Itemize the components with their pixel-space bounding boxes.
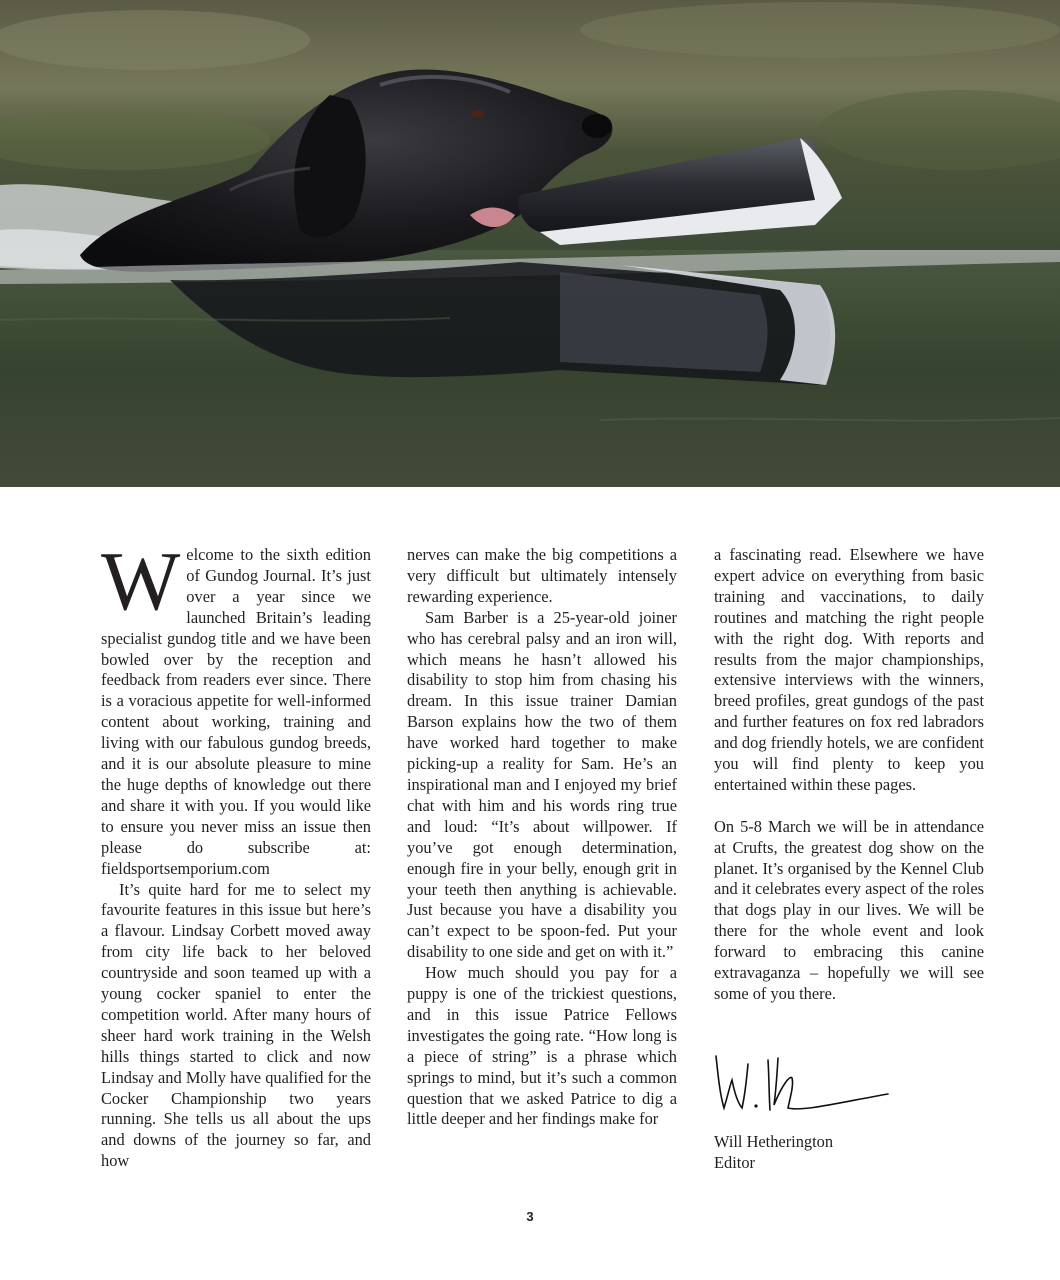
editor-name: Will Hetherington [714,1132,834,1151]
signoff [714,1131,833,1173]
drop-cap: W [101,535,181,628]
editorial-column-3 [714,545,984,1005]
editorial-column-1 [101,535,371,1172]
contents-paragraph: a fascinating read. Elsewhere we have expert advice on everything from basic training and vaccinations, to daily routines and matching the right people with the right dog. With reports and results from the major championships, extensive interviews with the winners, breed profiles, great gundogs of the past and further features on fox red labradors and dog friendly hotels, we are confident you will find plenty to keep you entertained within these pages. [714,545,984,794]
intro-text: elcome to the sixth edition of Gundog Journal. It’s just over a year since we launched Britain’s leading specialist gundog title and we have been bowled over by the reception and feedback from readers ever since. There is a voracious appetite for well-informed content about working, training and living with our fabulous gundog breeds, and it is our absolute pleasure to mine the huge depths of knowledge out there and share it with you. If you would like to ensure you never miss an issue then please do subscribe at: fieldsportsemporium.com [101,545,371,878]
puppy-price-paragraph: How much should you pay for a puppy is one of the trickiest questions, and in this issue Patrice Fellows investigates the going rate. “How long is a piece of string” is a phrase which springs to mind, but it’s such a common question that we asked Patrice to dig a little deeper and her findings make for [407,963,677,1129]
sam-barber-paragraph: Sam Barber is a 25-year-old joiner who has cerebral palsy and an iron will, which means he hasn’t allowed his disability to stop him from chasing his dream. In this issue trainer Damian Barson explains how the two of them have worked hard together to make picking-up a reality for Sam. He’s an inspirational man and I enjoyed my brief chat with him and his words ring true and loud: “It’s about willpower. If you’ve got enough determination, enough fire in your belly, enough grit in your teeth then anything is achievable. Just because you have a disability you can’t expect to be spoon-fed. Put your disability to one side and get on with it.” [407,607,677,962]
favourites-paragraph: It’s quite hard for me to select my favourite features in this issue but here’s a flavour. Lindsay Corbett moved away from city life back to her beloved countryside and soon teamed up with a young cocker spaniel to enter the competition world. After many hours of sheer hard work training in the Welsh hills things started to click and now Lindsay and Molly have qualified for the Cocker Championship two years running. She tells us all about the ups and downs of the journey so far, and how [101,879,371,1171]
page-number: 3 [526,1209,534,1224]
editor-role: Editor [714,1153,755,1172]
editorial-column-2 [407,545,677,1130]
crufts-paragraph: On 5-8 March we will be in attendance at Crufts, the greatest dog show on the planet. It’s organised by the Kennel Club and it celebrates every aspect of the roles that dogs play in our lives. We will be there for the whole event and look forward to embracing this canine extravaganza – hopefully we will see some of you there. [714,816,984,1004]
hero-photo [0,0,1060,487]
intro-paragraph [101,535,371,880]
editor-signature [712,1050,897,1120]
nerves-paragraph: nerves can make the big competitions a very difficult but ultimately intensely rewarding experience. [407,545,677,606]
dog-swimming-illustration [0,0,1060,487]
